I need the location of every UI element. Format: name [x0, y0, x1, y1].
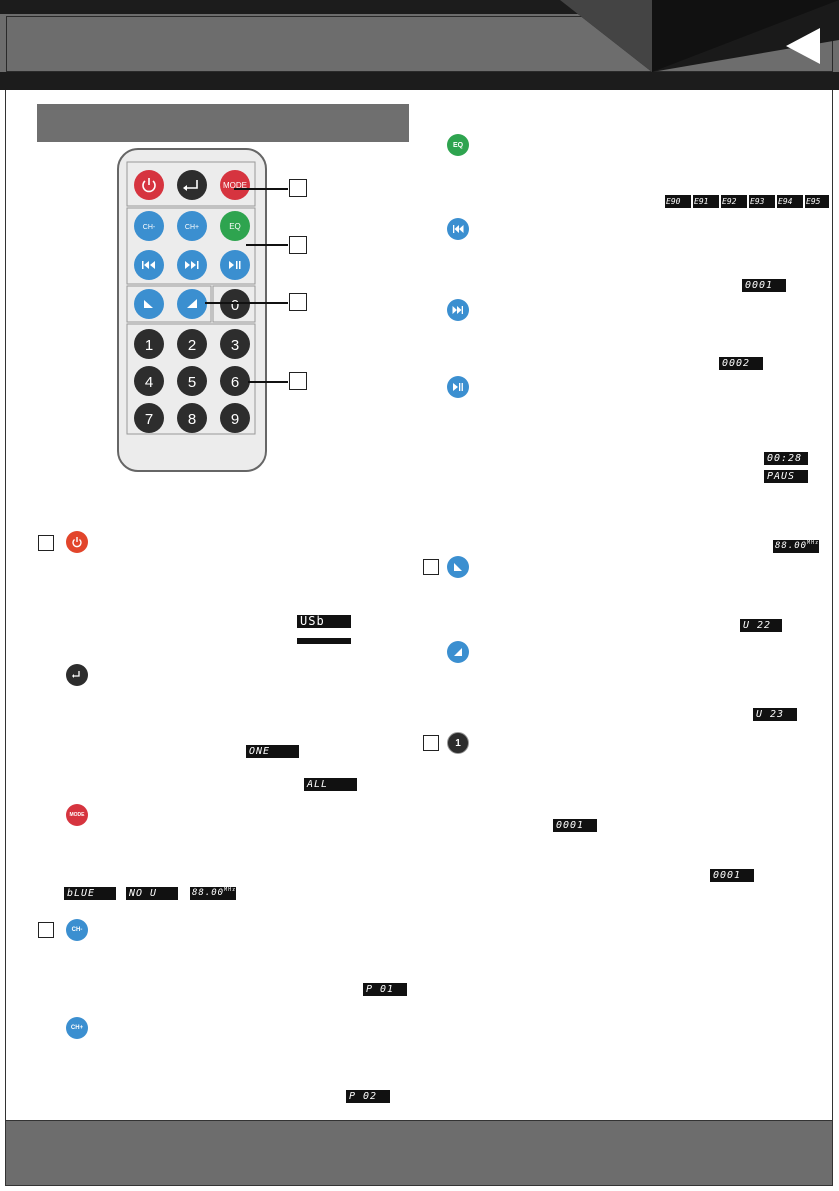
remote-digit-7-label: 7	[144, 411, 154, 428]
freq-2-value: 88.00	[775, 541, 808, 551]
display-usb-bar	[297, 638, 351, 644]
play-pause-icon	[447, 376, 469, 398]
remote-ch-plus-button	[177, 211, 207, 241]
callout-box-3	[289, 293, 307, 311]
back-arrow-icon[interactable]	[784, 26, 824, 66]
volume-up-icon	[447, 641, 469, 663]
remote-ch-minus-label: CH-	[142, 224, 156, 231]
section-number-box-2	[38, 922, 54, 938]
eq-button-icon	[447, 134, 469, 156]
digit-1-button-icon	[447, 732, 469, 754]
display-p02: P 02	[346, 1090, 390, 1103]
display-vol-down: U 22	[740, 619, 782, 632]
display-usb: USb	[297, 615, 351, 628]
callout-line-2	[246, 244, 288, 246]
display-number-entry: 0001	[553, 819, 597, 832]
remote-digit-4	[134, 366, 164, 396]
display-eq-preset-5: E94	[777, 195, 803, 208]
remote-digit-6	[220, 366, 250, 396]
display-number-result: 0001	[710, 869, 754, 882]
callout-line-4	[248, 381, 288, 383]
previous-icon	[447, 218, 469, 240]
display-freq-1	[190, 887, 236, 900]
remote-repeat-icon	[177, 170, 207, 200]
remote-zero-button	[220, 289, 250, 319]
ch-plus-icon-label: CH+	[70, 1025, 84, 1031]
callout-line-1	[234, 188, 288, 190]
display-track-1: 0001	[742, 279, 786, 292]
remote-digit-1	[134, 329, 164, 359]
display-freq-2	[773, 540, 819, 553]
remote-previous-icon	[134, 250, 164, 280]
volume-down-icon	[447, 556, 469, 578]
remote-digit-1-label: 1	[144, 337, 154, 354]
remote-digit-4-label: 4	[144, 374, 154, 391]
callout-box-2	[289, 236, 307, 254]
display-track-2: 0002	[719, 357, 763, 370]
next-icon	[447, 299, 469, 321]
remote-digit-9	[220, 403, 250, 433]
freq-1-value: 88.00	[192, 888, 225, 898]
remote-mode-label: MODE	[223, 181, 247, 190]
repeat-icon	[66, 664, 88, 686]
remote-digit-8-label: 8	[187, 411, 197, 428]
page-header	[0, 0, 839, 90]
remote-digit-6-label: 6	[230, 374, 240, 391]
ch-minus-button-icon	[66, 919, 88, 941]
remote-next-icon	[177, 250, 207, 280]
remote-digit-3	[220, 329, 250, 359]
remote-volume-up-icon	[177, 289, 207, 319]
display-eq-preset-4: E93	[749, 195, 775, 208]
remote-digit-2	[177, 329, 207, 359]
remote-digit-8	[177, 403, 207, 433]
display-eq-preset-2: E91	[693, 195, 719, 208]
power-icon	[66, 531, 88, 553]
eq-icon-label: EQ	[452, 141, 464, 149]
section-number-box-4	[423, 735, 439, 751]
page-footer	[5, 1120, 833, 1186]
remote-eq-label: EQ	[229, 222, 241, 231]
remote-volume-down-icon	[134, 289, 164, 319]
freq-2-unit: MHz	[807, 540, 820, 546]
remote-eq-button	[220, 211, 250, 241]
ch-minus-icon-label: CH-	[71, 927, 83, 933]
display-one: ONE	[246, 745, 299, 758]
display-eq-preset-3: E92	[721, 195, 747, 208]
display-time: 00:28	[764, 452, 808, 465]
freq-1-unit: MHz	[224, 887, 237, 893]
display-p01: P 01	[363, 983, 407, 996]
callout-box-1	[289, 179, 307, 197]
ch-plus-button-icon	[66, 1017, 88, 1039]
remote-mode-button	[220, 170, 250, 200]
section-number-box-1	[38, 535, 54, 551]
remote-digit-7	[134, 403, 164, 433]
remote-digit-5-label: 5	[187, 374, 197, 391]
display-no-u: NO U	[126, 887, 178, 900]
header-bottom-band	[0, 72, 839, 90]
display-eq-preset-6: E95	[805, 195, 829, 208]
remote-digit-9-label: 9	[230, 411, 240, 428]
digit-1-icon-label: 1	[455, 737, 461, 749]
remote-play-pause-icon	[220, 250, 250, 280]
remote-zero-label: 0	[230, 297, 240, 314]
callout-box-4	[289, 372, 307, 390]
remote-power-icon	[134, 170, 164, 200]
display-blue: bLUE	[64, 887, 116, 900]
remote-control-illustration	[117, 148, 267, 472]
remote-ch-minus-button	[134, 211, 164, 241]
display-paus: PAUS	[764, 470, 808, 483]
remote-digit-3-label: 3	[230, 337, 240, 354]
display-vol-up: U 23	[753, 708, 797, 721]
display-all: ALL	[304, 778, 357, 791]
mode-button-icon	[66, 804, 88, 826]
remote-ch-plus-label: CH+	[184, 224, 200, 231]
mode-icon-label: MODE	[69, 812, 85, 818]
section-heading-bar	[37, 104, 409, 142]
remote-digit-2-label: 2	[187, 337, 197, 354]
section-number-box-3	[423, 559, 439, 575]
callout-line-3	[205, 302, 288, 304]
remote-digit-5	[177, 366, 207, 396]
display-eq-preset-1: E90	[665, 195, 691, 208]
